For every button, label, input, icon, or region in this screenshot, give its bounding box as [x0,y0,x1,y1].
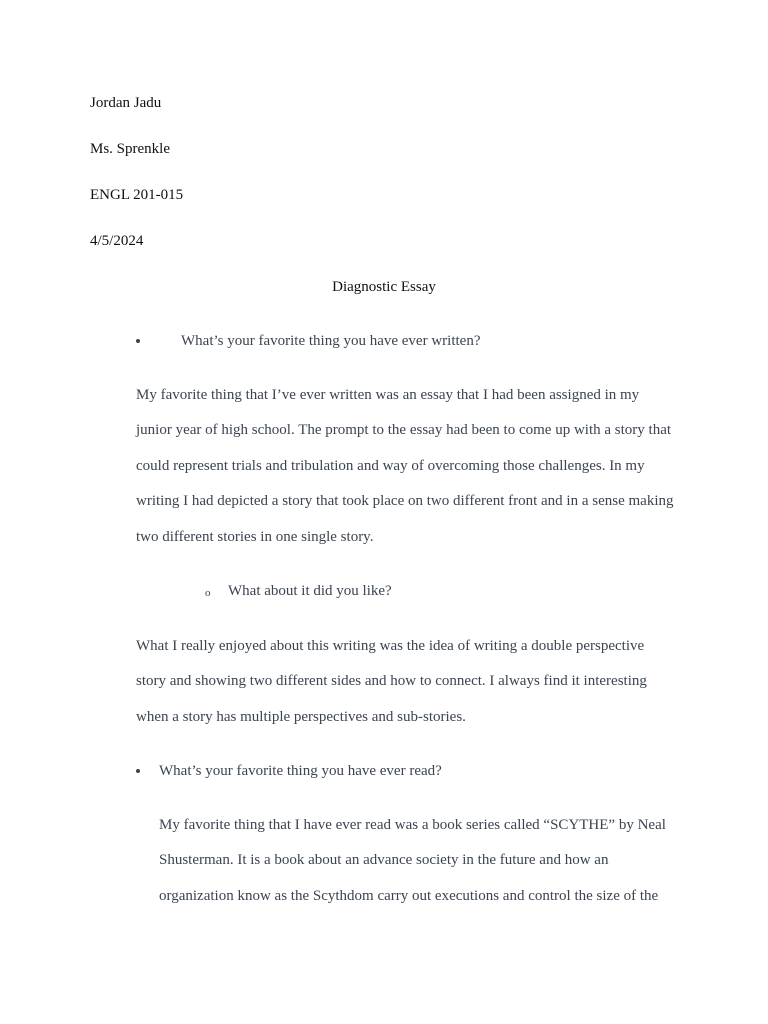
answer-2-line-1: My favorite thing that I have ever read was a book series called “SCYTHE” by Neal [159,817,666,833]
bullet-icon [136,769,140,773]
essay-date: 4/5/2024 [90,233,144,249]
question-1: What’s your favorite thing you have ever written? [181,333,481,349]
answer-1-line-1: My favorite thing that I’ve ever written was an essay that I had been assigned in my [136,387,640,403]
answer-1-line-5: two different stories in one single story. [136,529,374,545]
sub-answer-line-3: when a story has multiple perspectives and sub-stories. [136,709,466,725]
essay-title: Diagnostic Essay [332,279,436,295]
bullet-icon [136,339,140,343]
sub-answer-line-2: story and showing two different sides and how to connect. I always find it interesting [136,673,647,689]
hollow-bullet-icon: o [205,587,211,599]
question-2: What’s your favorite thing you have ever read? [159,763,442,779]
answer-1-line-3: could represent trials and tribulation and way of overcoming those challenges. In my [136,458,645,474]
answer-2-line-2: Shusterman. It is a book about an advance society in the future and how an [159,852,609,868]
teacher-name: Ms. Sprenkle [90,141,170,157]
sub-answer-line-1: What I really enjoyed about this writing was the idea of writing a double perspective [136,638,645,654]
answer-1-line-4: writing I had depicted a story that took place on two different front and in a sense making [136,493,674,509]
author-name: Jordan Jadu [90,95,162,111]
answer-1-line-2: junior year of high school. The prompt to the essay had been to come up with a story that [136,422,672,438]
sub-question-1: What about it did you like? [228,583,392,599]
answer-2-line-3: organization know as the Scythdom carry out executions and control the size of the [159,888,659,904]
course-code: ENGL 201-015 [90,187,184,203]
